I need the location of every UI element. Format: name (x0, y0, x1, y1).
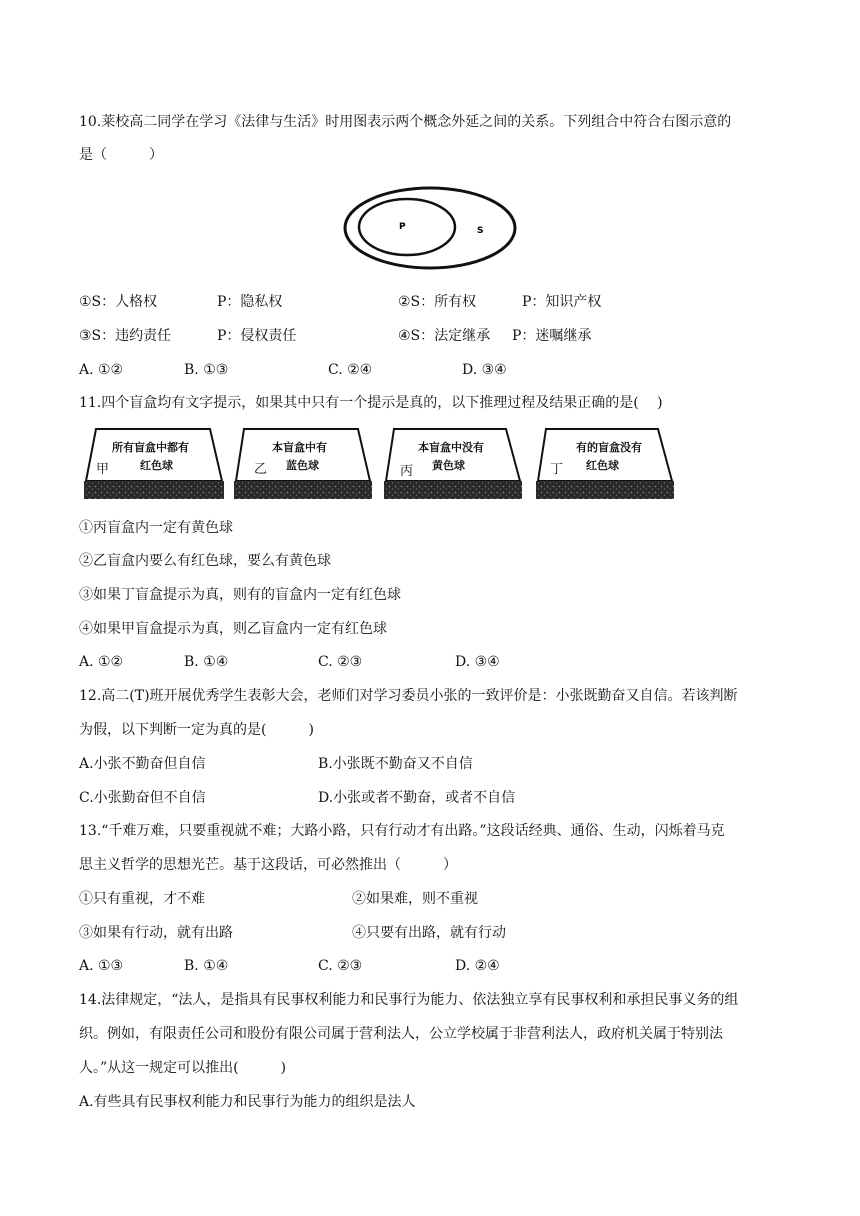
q10-choice-b: B. ①③ (184, 362, 229, 378)
q12-option-c: C.小张勤奋但不自信 (79, 790, 206, 806)
q10-option2-p: P：知识产权 (522, 294, 602, 310)
box-yi-line1: 本盲盒中有 (272, 441, 327, 454)
q13-choice-d: D. ②④ (455, 958, 500, 974)
q12-stem-line1: 12.高二(T)班开展优秀学生表彰大会，老师们对学习委员小张的一致评价是：小张既勤奋又自信。若该判断 (79, 688, 738, 704)
q10-choice-d: D. ③④ (462, 362, 507, 378)
q12-option-d: D.小张或者不勤奋，或者不自信 (318, 790, 516, 806)
q13-choice-a: A. ①③ (79, 958, 124, 974)
box-ding-tag: 丁 (550, 462, 564, 477)
box-ding-line2: 红色球 (586, 459, 619, 472)
q11-choice-d: D. ③④ (455, 654, 500, 670)
q11-choice-b: B. ①④ (184, 654, 229, 670)
venn-label-p: P (399, 222, 406, 232)
q10-option3-s: ③S：违约责任 (79, 328, 172, 344)
blind-box-figure (82, 425, 682, 503)
venn-diagram (335, 182, 525, 274)
q14-stem-line2: 织。例如，有限责任公司和股份有限公司属于营利法人，公立学校属于非营利法人，政府机关属于特别法 (79, 1026, 723, 1042)
blind-box-jia (84, 429, 224, 499)
q10-choice-c: C. ②④ (328, 362, 373, 378)
box-bing-line1: 本盲盒中没有 (418, 441, 484, 454)
q14-stem-line3: 人。”从这一规定可以推出( ) (79, 1060, 287, 1076)
q13-stem-line2: 思主义哲学的思想光芒。基于这段话，可必然推出（ ） (79, 857, 457, 873)
blind-box-yi (234, 429, 372, 499)
q13-statement1: ①只有重视，才不难 (79, 891, 205, 907)
q11-choice-a: A. ①② (79, 654, 124, 670)
q13-statement4: ④只要有出路，就有行动 (352, 925, 506, 941)
q12-option-b: B.小张既不勤奋又不自信 (318, 756, 473, 772)
blind-box-bing (384, 429, 522, 499)
box-jia-line2: 红色球 (140, 459, 173, 472)
q14-option-a: A.有些具有民事权利能力和民事行为能力的组织是法人 (79, 1094, 416, 1110)
q13-stem-line1: 13.“千难万难，只要重视就不难；大路小路，只有行动才有出路。”这段话经典、通俗、生动，闪烁着马克 (79, 823, 725, 839)
venn-label-s: S (477, 226, 484, 236)
q10-option1-p: P：隐私权 (217, 294, 283, 310)
outer-ellipse-s (345, 188, 515, 268)
box-yi-tag: 乙 (254, 462, 268, 477)
q10-option4-p: P：迷嘱继承 (512, 328, 592, 344)
box-yi-line2: 蓝色球 (286, 459, 319, 472)
inner-ellipse-p (359, 199, 455, 255)
box-jia-tag: 甲 (96, 462, 110, 477)
q10-choice-a: A. ①② (79, 362, 124, 378)
q13-statement3: ③如果有行动，就有出路 (79, 925, 233, 941)
q13-statement2: ②如果难，则不重视 (352, 891, 478, 907)
blind-box-ding (536, 429, 674, 499)
q11-stem: 11.四个盲盒均有文字提示，如果其中只有一个提示是真的，以下推理过程及结果正确的是( ) (79, 395, 663, 411)
q11-statement1: ①丙盲盒内一定有黄色球 (79, 520, 233, 536)
box-jia-line1: 所有盲盒中都有 (112, 441, 189, 454)
q11-statement2: ②乙盲盒内要么有红色球，要么有黄色球 (79, 553, 331, 569)
q10-option2-s: ②S：所有权 (398, 294, 477, 310)
q10-stem-line2: 是（ ） (79, 147, 163, 163)
q11-statement3: ③如果丁盲盒提示为真，则有的盲盒内一定有红色球 (79, 587, 401, 603)
box-ding-line1: 有的盲盒没有 (576, 441, 642, 454)
box-bing-tag: 丙 (400, 464, 414, 479)
q11-choice-c: C. ②③ (318, 654, 363, 670)
q10-option3-p: P：侵权责任 (217, 328, 297, 344)
box-bing-line2: 黄色球 (432, 459, 465, 472)
q10-option4-s: ④S：法定继承 (398, 328, 491, 344)
q11-statement4: ④如果甲盲盒提示为真，则乙盲盒内一定有红色球 (79, 621, 387, 637)
q13-choice-b: B. ①④ (184, 958, 229, 974)
q12-option-a: A.小张不勤奋但自信 (79, 756, 206, 772)
q10-stem-line1: 10.莱校高二同学在学习《法律与生活》时用图表示两个概念外延之间的关系。下列组合中符合右图示意的 (79, 114, 732, 130)
q12-stem-line2: 为假，以下判断一定为真的是( ) (79, 722, 314, 738)
q10-option1-s: ①S：人格权 (79, 294, 158, 310)
q13-choice-c: C. ②③ (318, 958, 363, 974)
q14-stem-line1: 14.法律规定，“法人，是指具有民事权利能力和民事行为能力、依法独立享有民事权利和承担民事义务的组 (79, 992, 739, 1008)
